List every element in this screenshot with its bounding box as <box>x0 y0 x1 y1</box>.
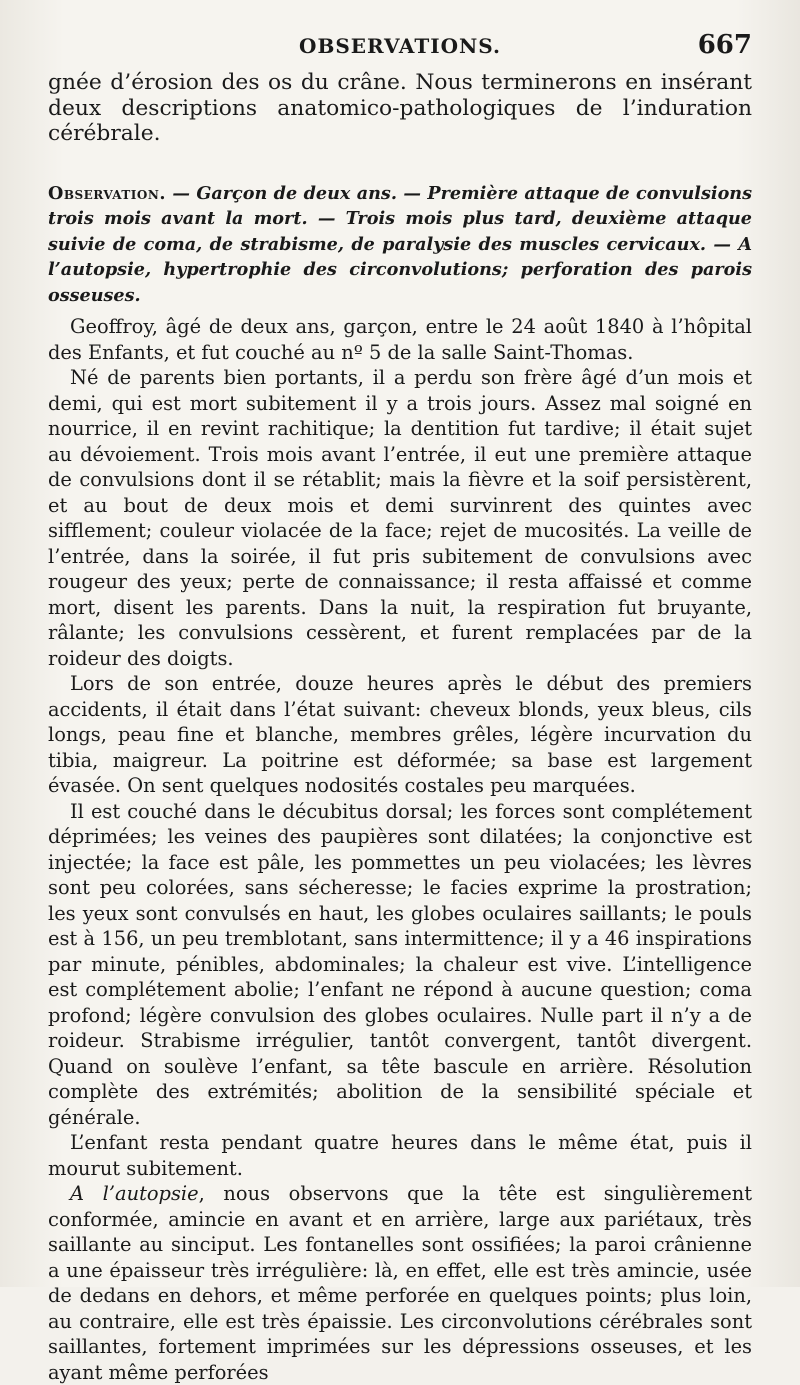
paragraph-examination: Il est couché dans le décubitus dorsal; les forces sont complétement déprimées; les veines des paupières sont dilatées; la conjonctive est injectée; la face est pâle, les pommettes un peu violacées; les lèvres sont peu colorées, sans sécheresse; le facies exprime la prostration; les yeux sont convulsés en haut, les globes oculaires saillants; le pouls est à 156, un peu tremblotant, sans intermittence; il y a 46 inspirations par minute, pénibles, abdominales; la chaleur est vive. L’intelligence est complétement abolie; l’enfant ne répond à aucune question; coma profond; légère convulsion des globes oculaires. Nulle part il n’y a de roideur. Strabisme irrégulier, tantôt convergent, tantôt divergent. Quand on soulève l’enfant, sa tête bascule en arrière. Résolution complète des extrémités; abolition de la sensibilité spéciale et générale. <box>48 799 752 1129</box>
page-number: 667 <box>697 30 752 60</box>
observation-label: Observation. <box>48 182 166 204</box>
paragraph-death: L’enfant resta pendant quatre heures dans le même état, puis il mourut subitement. <box>48 1131 752 1180</box>
paragraph-history: Né de parents bien portants, il a perdu son frère âgé d’un mois et demi, qui est mort subitement il y a trois jours. Assez mal soigné en nourrice, il en revint rachitique; la dentition fut tardive; il était sujet au dévoiement. Trois mois avant l’entrée, il eut une première attaque de convulsions dont il se rétablit; mais la fièvre et la soif persistèrent, et au bout de deux mois et demi survinrent des quintes avec sifflement; couleur violacée de la face; rejet de mucosités. La veille de l’entrée, dans la soirée, il fut pris subitement de convulsions avec rougeur des yeux; perte de connaissance; il resta affaissé et comme mort, disent les parents. Dans la nuit, la respiration fut bruyante, râlante; les convulsions cessèrent, et furent remplacées par de la roideur des doigts. <box>48 366 752 670</box>
autopsy-text: , nous observons que la tête est singulièrement conformée, amincie en avant et en arrière, large aux pariétaux, très saillante au sinciput. Les fontanelles sont ossifiées; la paroi crânienne a une épaisseur très irrégulière: là, en effet, elle est très amincie, usée de dedans en dehors, et même perforée en quelques points; plus loin, au contraire, elle est très épaissie. Les circonvolutions cérébrales sont saillantes, fortement imprimées sur les dépressions osseuses, et les ayant même perforées <box>48 1182 753 1384</box>
observation-text: — Garçon de deux ans. — Première attaque de convulsions trois mois avant la mort. — Trois mois plus tard, deuxième attaque suivie de coma, de strabisme, de paralysie des muscles cervicaux. — A l’autopsie, hypertrophie des circonvolutions; perforation des parois osseuses. <box>48 182 752 306</box>
paragraph-admission-state: Lors de son entrée, douze heures après le début des premiers accidents, il était dans l’état suivant: cheveux blonds, yeux bleus, cils longs, peau fine et blanche, membres grêles, légère incurvation du tibia, maigreur. La poitrine est déformée; sa base est largement évasée. On sent quelques nodosités costales peu marquées. <box>48 672 752 797</box>
running-head <box>48 30 752 66</box>
running-title: OBSERVATIONS. <box>299 34 501 58</box>
paragraph-autopsy <box>48 1181 752 1385</box>
lead-paragraph: gnée d’érosion des os du crâne. Nous terminerons en insérant deux descriptions anatomico-pathologiques de l’induration cérébrale. <box>48 70 752 146</box>
paragraph-patient-entry: Geoffroy, âgé de deux ans, garçon, entre le 24 août 1840 à l’hôpital des Enfants, et fut couché au nº 5 de la salle Saint-Thomas. <box>48 315 752 364</box>
observation-summary <box>48 181 752 309</box>
autopsy-label: A l’autopsie <box>70 1182 199 1205</box>
page-body <box>48 70 752 1385</box>
